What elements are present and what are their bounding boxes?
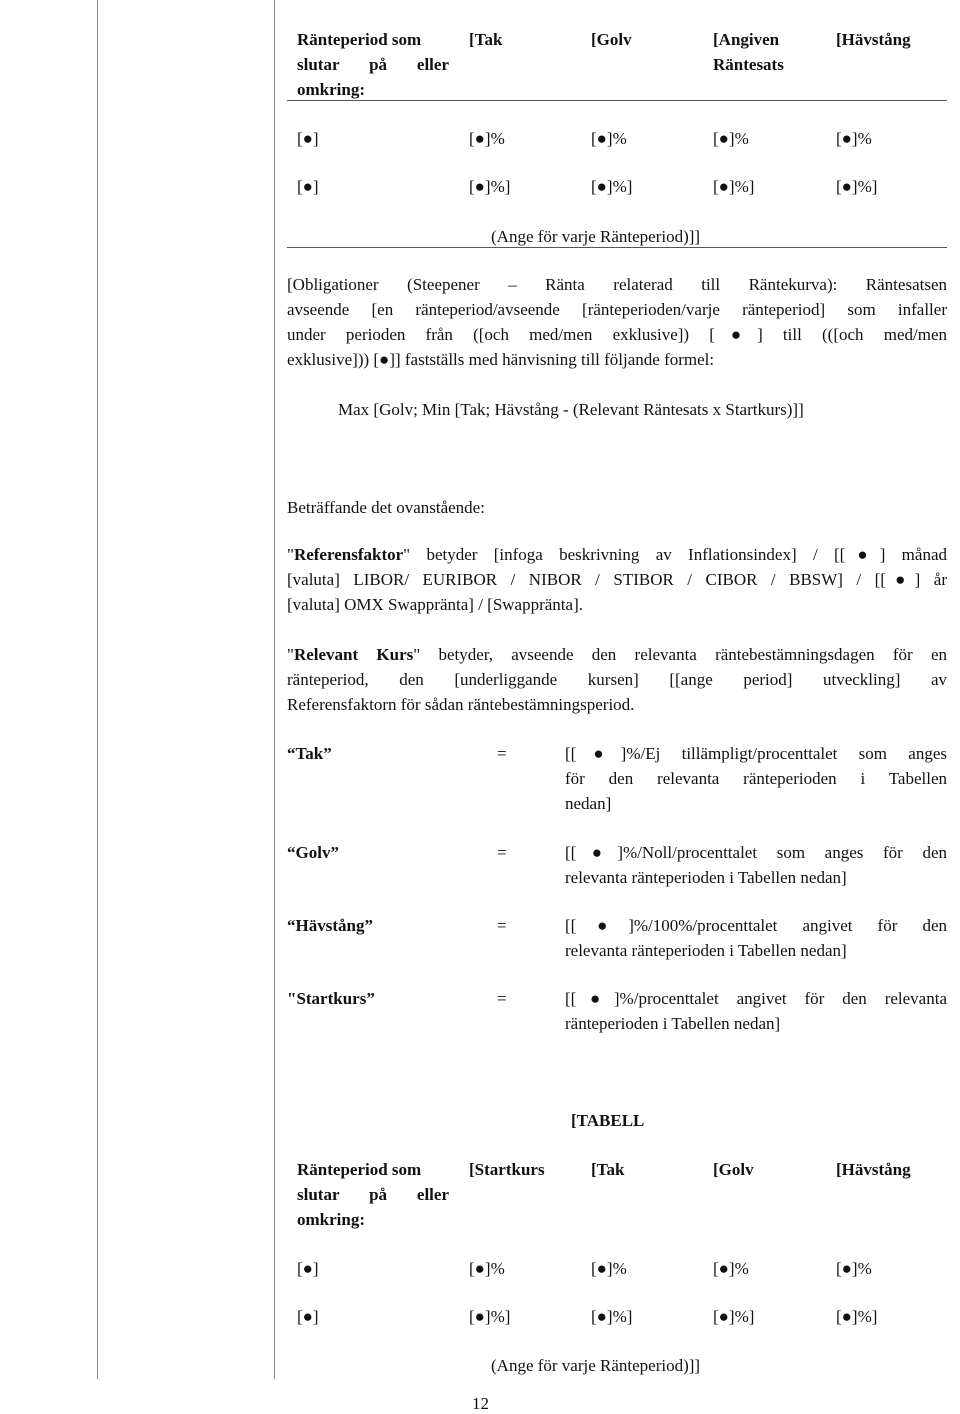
table1-header-golv: [Golv bbox=[591, 30, 632, 49]
table1-header-angiven-line1: [Angiven bbox=[713, 30, 780, 49]
definition-equals: = bbox=[497, 744, 507, 763]
table1-row2-col4: [●]%] bbox=[713, 177, 755, 196]
table2-row2-col5: [●]%] bbox=[836, 1307, 878, 1326]
definition-line: nedan] bbox=[565, 794, 612, 813]
definition-line: [[●]%/100%/procenttalet angivet för den bbox=[565, 916, 947, 935]
relevant-kurs-line3: Referensfaktorn för sådan räntebestämningsperiod. bbox=[287, 695, 635, 714]
definition-description bbox=[565, 913, 947, 963]
table1-row1-col4: [●]% bbox=[713, 129, 749, 148]
definition-equals: = bbox=[497, 989, 507, 1008]
definition-line: för den relevanta ränteperioden i Tabellen bbox=[565, 769, 947, 788]
referensfaktor-line1: "Referensfaktor" betyder [infoga beskrivning av Inflationsindex] / [[●] månad bbox=[287, 545, 947, 564]
referensfaktor-line3: [valuta] OMX Swappränta] / [Swappränta]. bbox=[287, 595, 583, 614]
table2-row1-col2: [●]% bbox=[469, 1259, 505, 1278]
intro-text: Beträffande det ovanstående: bbox=[287, 498, 485, 517]
table2-header-tak: [Tak bbox=[591, 1160, 625, 1179]
table2-row1-col1: [●] bbox=[297, 1259, 319, 1278]
obligationer-line: [Obligationer (Steepener – Ränta relaterad till Räntekurva): Räntesatsen bbox=[287, 275, 947, 294]
table2-row2-col4: [●]%] bbox=[713, 1307, 755, 1326]
table2-row1-col4: [●]% bbox=[713, 1259, 749, 1278]
table2-header-startkurs: [Startkurs bbox=[469, 1160, 545, 1179]
definition-term: “Hävstång” bbox=[287, 916, 373, 935]
definition-line: [[●]%/Noll/procenttalet som anges för den bbox=[565, 843, 947, 862]
definition-equals: = bbox=[497, 916, 507, 935]
definition-description bbox=[565, 741, 947, 816]
definition-equals: = bbox=[497, 843, 507, 862]
table2-row1-col3: [●]% bbox=[591, 1259, 627, 1278]
table1-header-angiven bbox=[713, 27, 784, 77]
obligationer-line: avseende [en ränteperiod/avseende [ränteperioden/varje ränteperiod] som infaller bbox=[287, 300, 947, 319]
definition-term: “Tak” bbox=[287, 744, 332, 763]
definition-line: relevanta ränteperioden i Tabellen nedan] bbox=[565, 941, 847, 960]
obligationer-paragraph bbox=[287, 272, 947, 372]
table1-row1-col5: [●]% bbox=[836, 129, 872, 148]
formula: Max [Golv; Min [Tak; Hävstång - (Relevant Räntesats x Startkurs)]] bbox=[338, 400, 804, 419]
referensfaktor-definition bbox=[287, 542, 947, 617]
relevant-kurs-line2: ränteperiod, den [underliggande kursen] [[ange period] utveckling] av bbox=[287, 670, 947, 689]
table1-header-tak: [Tak bbox=[469, 30, 503, 49]
definition-line: ränteperioden i Tabellen nedan] bbox=[565, 1014, 781, 1033]
inner-margin-line bbox=[274, 0, 275, 1379]
table1-row1-col2: [●]% bbox=[469, 129, 505, 148]
table2-row1-col5: [●]% bbox=[836, 1259, 872, 1278]
table1-row1-col1: [●] bbox=[297, 129, 319, 148]
referensfaktor-line2: [valuta] LIBOR/ EURIBOR / NIBOR / STIBOR / CIBOR / BBSW] / [[●] år bbox=[287, 570, 947, 589]
table2-row2-col1: [●] bbox=[297, 1307, 319, 1326]
table1-row1-col3: [●]% bbox=[591, 129, 627, 148]
definition-line: [[●]%/Ej tillämpligt/procenttalet som anges bbox=[565, 744, 947, 763]
table1-header-rule bbox=[287, 100, 947, 101]
definition-description bbox=[565, 840, 947, 890]
table1-note: (Ange för varje Ränteperiod)]] bbox=[491, 227, 701, 246]
table1-header-havstang: [Hävstång bbox=[836, 30, 911, 49]
obligationer-line: under perioden från ([och med/men exklusive]) [●] till (([och med/men bbox=[287, 325, 947, 344]
table2-header-period-line2: slutar på eller bbox=[297, 1185, 449, 1204]
table2-note: (Ange för varje Ränteperiod)]] bbox=[491, 1356, 701, 1375]
table1-header-period-line1: Ränteperiod som bbox=[297, 30, 422, 49]
left-margin-line bbox=[97, 0, 98, 1379]
relevant-kurs-text: betyder, avseende den relevanta räntebestämningsdagen för en bbox=[438, 645, 947, 664]
table2-row2-col2: [●]%] bbox=[469, 1307, 511, 1326]
definition-line: [[●]%/procenttalet angivet för den relevanta bbox=[565, 989, 947, 1008]
table1-header-period bbox=[297, 27, 449, 102]
table1-header-period-line2: slutar på eller bbox=[297, 55, 449, 74]
definition-description bbox=[565, 986, 947, 1036]
tabell-heading: [TABELL bbox=[571, 1111, 645, 1130]
referensfaktor-term: Referensfaktor bbox=[293, 545, 404, 564]
table1-row2-col1: [●] bbox=[297, 177, 319, 196]
referensfaktor-text: betyder [infoga beskrivning av Inflationsindex] / [[●] månad bbox=[426, 545, 947, 564]
table2-row2-col3: [●]%] bbox=[591, 1307, 633, 1326]
table1-row2-col5: [●]%] bbox=[836, 177, 878, 196]
relevant-kurs-term: Relevant Kurs bbox=[293, 645, 414, 664]
table1-row2-col2: [●]%] bbox=[469, 177, 511, 196]
table1-header-period-line3: omkring: bbox=[297, 80, 365, 99]
definition-term: “Golv” bbox=[287, 843, 339, 862]
relevant-kurs-line1: "Relevant Kurs" betyder, avseende den relevanta räntebestämningsdagen för en bbox=[287, 645, 947, 664]
table2-header-period-line1: Ränteperiod som bbox=[297, 1160, 422, 1179]
table2-header-havstang: [Hävstång bbox=[836, 1160, 911, 1179]
definition-line: relevanta ränteperioden i Tabellen nedan] bbox=[565, 868, 847, 887]
table1-row2-col3: [●]%] bbox=[591, 177, 633, 196]
obligationer-line: exklusive])) [●]] fastställs med hänvisning till följande formel: bbox=[287, 350, 715, 369]
definition-term: "Startkurs” bbox=[287, 989, 375, 1008]
table1-bottom-rule bbox=[287, 247, 947, 248]
table2-header-period bbox=[297, 1157, 449, 1232]
table1-header-angiven-line2: Räntesats bbox=[713, 55, 784, 74]
table2-header-period-line3: omkring: bbox=[297, 1210, 365, 1229]
relevant-kurs-definition bbox=[287, 642, 947, 717]
table2-header-golv: [Golv bbox=[713, 1160, 754, 1179]
page-number: 12 bbox=[472, 1394, 489, 1413]
